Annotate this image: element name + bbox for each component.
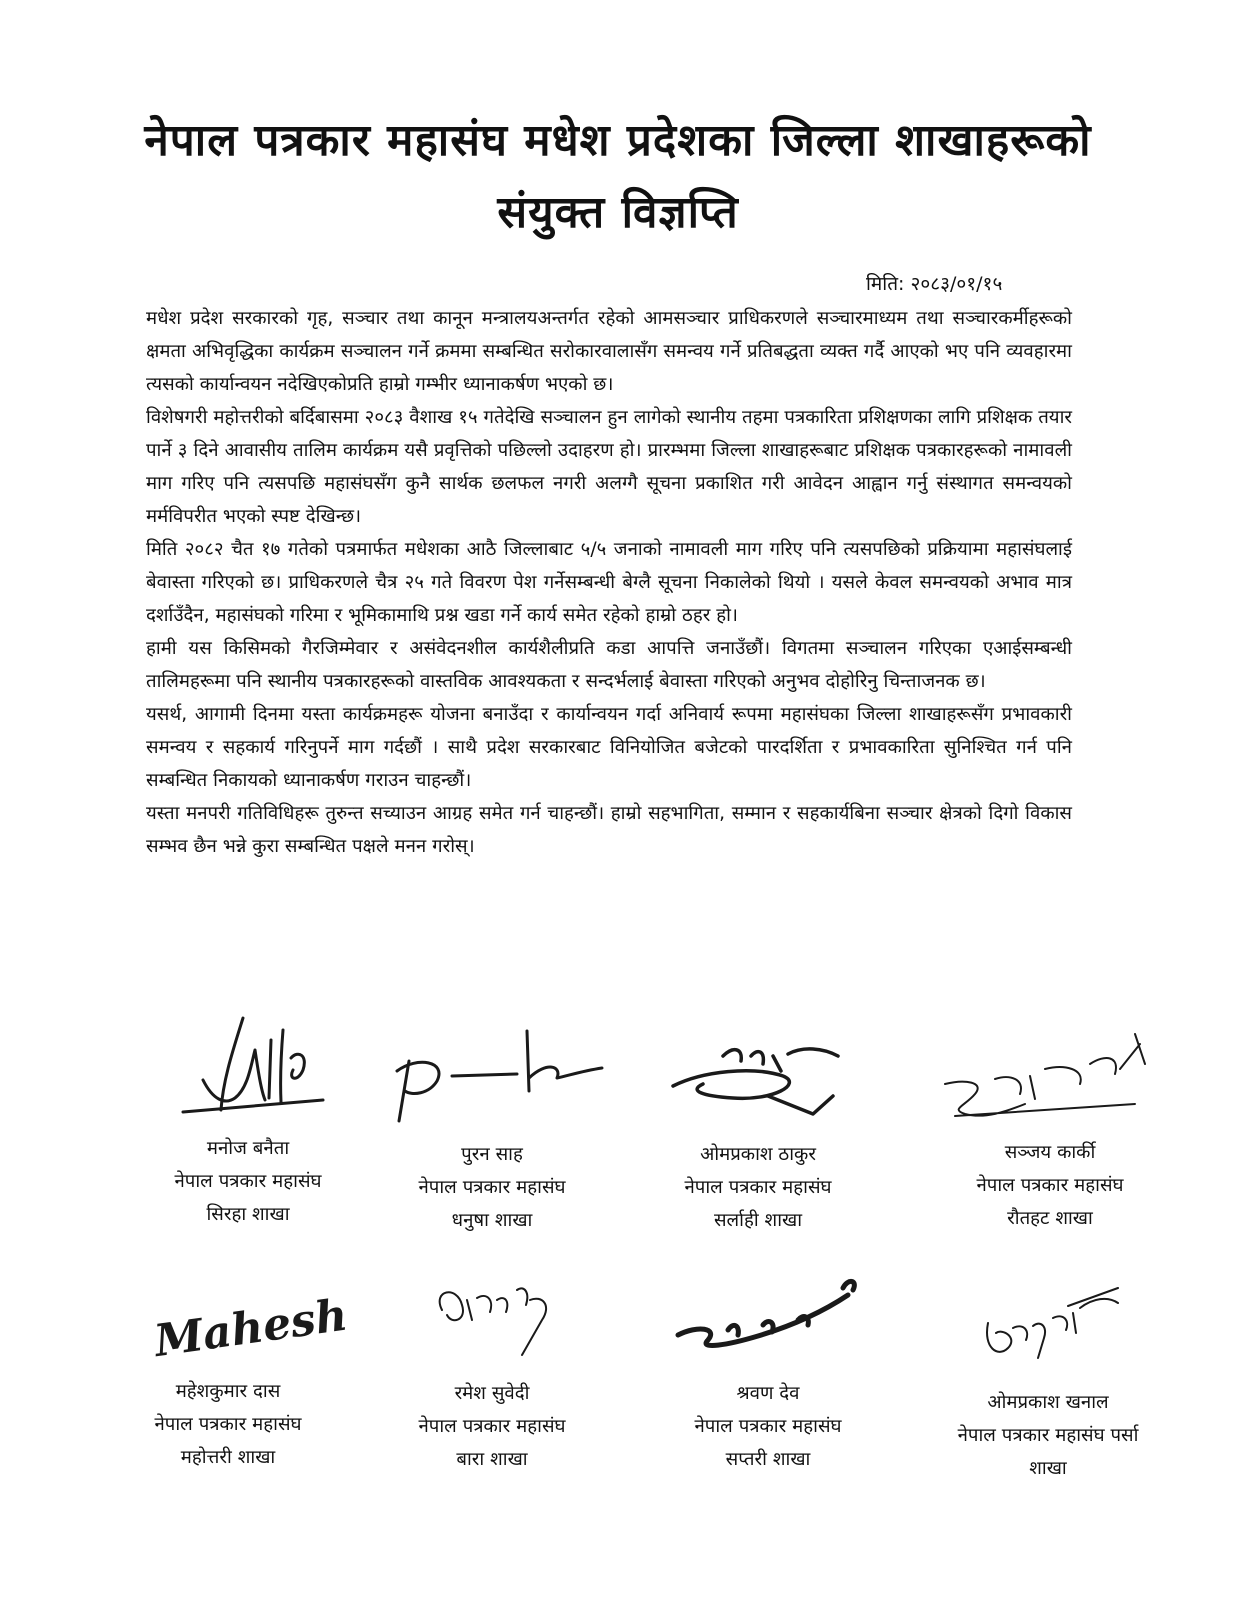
paragraph: हामी यस किसिमको गैरजिम्मेवार र असंवेदनशील कार्यशैलीप्रति कडा आपत्ति जनाउँछौं। विगतमा सञ्चालन गरिएका एआईसम्बन्धी तालिमहरूमा पनि स्थानीय पत्रकारहरूको वास्तविक आवश्यकता र सन्दर्भलाई बेवास्ता गरिएको अनुभव दोहोरिनु चिन्ताजनक छ।	[146, 638, 1072, 692]
signatory-branch: धनुषा शाखा	[451, 1210, 533, 1231]
signatory-branch: सर्लाही शाखा	[713, 1210, 803, 1231]
signatory-branch: सप्तरी शाखा	[725, 1449, 811, 1470]
signature-mark	[935, 1024, 1165, 1124]
paragraph: मधेश प्रदेश सरकारको गृह, सञ्चार तथा कानून मन्त्रालयअन्तर्गत रहेको आमसञ्चार प्राधिकरणले सञ्चारमाध्यम तथा सञ्चारकर्मीहरूको क्षमता अभिवृद्धिका कार्यक्रम सञ्चालन गर्ने क्रममा सम्बन्धित सरोकारवालासँग समन्वय गर्ने प्रतिबद्धता व्यक्त गर्दै आएको भए पनि व्यवहारमा त्यसको कार्यान्वयन नदेखिएकोप्रति हाम्रो गम्भीर ध्यानाकर्षण भएको छ।	[146, 308, 1072, 395]
signature-mark	[968, 1278, 1128, 1374]
signature-mark	[133, 1278, 351, 1368]
signatory-block	[648, 1270, 888, 1476]
signatory-branch: सिरहा शाखा	[206, 1204, 290, 1225]
signatory-org: नेपाल पत्रकार महासंघ	[694, 1416, 842, 1437]
signatory-name: महेशकुमार दास	[175, 1381, 281, 1402]
document-date: मिति: २०८३/०१/१५	[866, 273, 1003, 295]
signatory-block	[108, 1278, 351, 1474]
signatory-name: सञ्जय कार्की	[1004, 1142, 1096, 1163]
signatory-name: श्रवण देव	[736, 1383, 800, 1404]
signature-mark	[663, 1016, 853, 1126]
signatory-name: रमेश सुवेदी	[454, 1383, 530, 1404]
document-body	[146, 302, 1072, 863]
signatory-name: पुरन साह	[461, 1144, 523, 1165]
signatory-org: नेपाल पत्रकार महासंघ	[174, 1171, 322, 1192]
document-subtitle: संयुक्त विज्ञप्ति	[497, 187, 739, 238]
paragraph: मिति २०८२ चैत १७ गतेको पत्रमार्फत मधेशका आठै जिल्लाबाट ५/५ जनाको नामावली माग गरिए पनि त्यसपछिको प्रक्रियामा महासंघलाई बेवास्ता गरिएको छ। प्राधिकरणले चैत्र २५ गते विवरण पेश गर्नेसम्बन्धी बेग्लै सूचना निकालेको थियो । यसले केवल समन्वयको अभाव मात्र दर्शाउँदैन, महासंघको गरिमा र भूमिकामाथि प्रश्न खडा गर्ने कार्य समेत रहेको हाम्रो ठहर हो।	[146, 539, 1072, 626]
signatory-name: ओमप्रकाश खनाल	[987, 1392, 1109, 1413]
signature-mark	[668, 1270, 868, 1365]
signatory-org: नेपाल पत्रकार महासंघ	[684, 1177, 832, 1198]
signatory-org: नेपाल पत्रकार महासंघ	[976, 1175, 1124, 1196]
signature-mark	[412, 1270, 572, 1365]
signatory-branch: महोत्तरी शाखा	[180, 1447, 276, 1468]
signatory-branch: रौतहट शाखा	[1007, 1208, 1093, 1229]
signatory-name: ओमप्रकाश ठाकुर	[700, 1144, 816, 1165]
document-title: नेपाल पत्रकार महासंघ मधेश प्रदेशका जिल्ला शाखाहरूको	[144, 115, 1092, 166]
svg-text:Mahesh: Mahesh	[151, 1289, 351, 1368]
signatory-org: नेपाल पत्रकार महासंघ	[418, 1416, 566, 1437]
paragraph: यस्ता मनपरी गतिविधिहरू तुरुन्त सच्याउन आग्रह समेत गर्न चाहन्छौं। हाम्रो सहभागिता, सम्मान र सहकार्यबिना सञ्चार क्षेत्रको दिगो विकास सम्भव छैन भन्ने कुरा सम्बन्धित पक्षले मनन गरोस्।	[146, 803, 1072, 857]
signatory-org: नेपाल पत्रकार महासंघ	[154, 1414, 302, 1435]
signatory-block	[648, 1016, 868, 1237]
signatory-block	[372, 1270, 612, 1476]
paragraph: यसर्थ, आगामी दिनमा यस्ता कार्यक्रमहरू योजना बनाउँदा र कार्यान्वयन गर्दा अनिवार्य रूपमा महासंघका जिल्ला शाखाहरूसँग प्रभावकारी समन्वय र सहकार्य गरिनुपर्ने माग गर्दछौं । साथै प्रदेश सरकारबाट विनियोजित बजेटको पारदर्शिता र प्रभावकारिता सुनिश्चित गर्न पनि सम्बन्धित निकायको ध्यानाकर्षण गराउन चाहन्छौं।	[146, 704, 1072, 791]
signatory-branch: बारा शाखा	[456, 1449, 528, 1470]
signatory-block	[916, 1278, 1180, 1485]
signatory-org: नेपाल पत्रकार महासंघ पर्सा	[957, 1425, 1139, 1446]
signatory-name: मनोज बनैता	[206, 1138, 290, 1159]
signatory-block	[372, 1016, 612, 1237]
signatory-branch: शाखा	[1029, 1458, 1067, 1479]
signature-mark	[377, 1016, 607, 1126]
signature-mark	[163, 1010, 333, 1120]
signatory-block	[930, 1024, 1170, 1235]
signatory-org: नेपाल पत्रकार महासंघ	[418, 1177, 566, 1198]
signatory-block	[128, 1010, 368, 1231]
paragraph: विशेषगरी महोत्तरीको बर्दिबासमा २०८३ वैशाख १५ गतेदेखि सञ्चालन हुन लागेको स्थानीय तहमा पत्रकारिता प्रशिक्षणका लागि प्रशिक्षक तयार पार्ने ३ दिने आवासीय तालिम कार्यक्रम यसै प्रवृत्तिको पछिल्लो उदाहरण हो। प्रारम्भमा जिल्ला शाखाहरूबाट प्रशिक्षक पत्रकारहरूको नामावली माग गरिए पनि त्यसपछि महासंघसँग कुनै सार्थक छलफल नगरी अलग्गै सूचना प्रकाशित गरी आवेदन आह्वान गर्नु संस्थागत समन्वयको मर्मविपरीत भएको स्पष्ट देखिन्छ।	[146, 407, 1072, 527]
